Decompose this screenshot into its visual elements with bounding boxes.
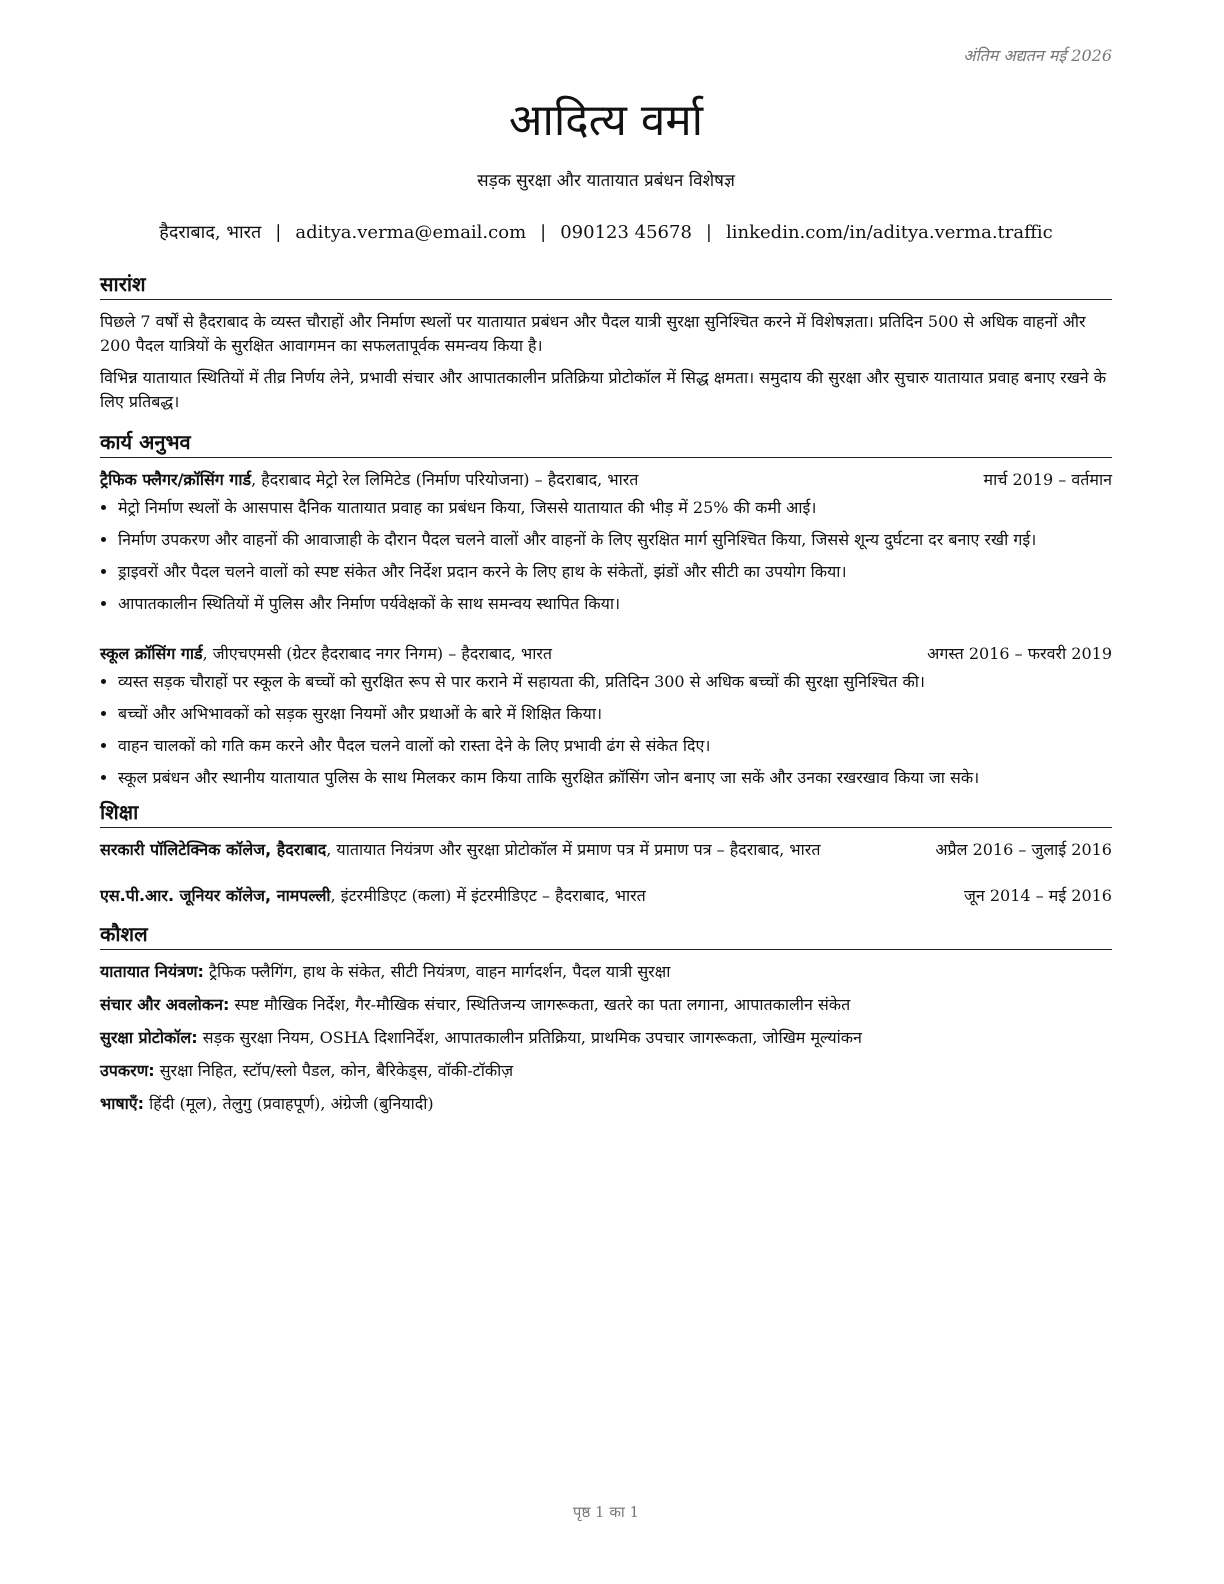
contact-linkedin[interactable]: linkedin.com/in/aditya.verma.traffic — [726, 222, 1053, 243]
job-dates: अगस्त 2016 – फरवरी 2019 — [927, 644, 1112, 663]
job-org: , हैदराबाद मेट्रो रेल लिमिटेड (निर्माण परियोजना) – हैदराबाद, भारत — [251, 470, 639, 489]
job-bullet: • व्यस्त सड़क चौराहों पर स्कूल के बच्चों को सुरक्षित रूप से पार कराने में सहायता की, प्रतिदिन 300 से अधिक बच्चों की सुरक्षा सुनिश्चित की। — [118, 670, 1112, 694]
education-entry — [100, 884, 1112, 908]
experience-section — [100, 428, 1112, 790]
job-bullet: • मेट्रो निर्माण स्थलों के आसपास दैनिक यातायात प्रवाह का प्रबंधन किया, जिससे यातायात की भीड़ में 25% की कमी आई। — [118, 496, 1112, 520]
section-title-education: शिक्षा — [100, 798, 1112, 828]
job-role: स्कूल क्रॉसिंग गार्ड — [100, 644, 203, 663]
job-bullet: • बच्चों और अभिभावकों को सड़क सुरक्षा नियमों और प्रथाओं के बारे में शिक्षित किया। — [118, 702, 1112, 726]
candidate-subtitle: सड़क सुरक्षा और यातायात प्रबंधन विशेषज्ञ — [477, 171, 735, 191]
education-school: एस.पी.आर. जूनियर कॉलेज, नामपल्ली — [100, 886, 331, 905]
skill-label: उपकरण: — [100, 1061, 155, 1080]
job-bullet: • वाहन चालकों को गति कम करने और पैदल चलने वालों को रास्ता देने के लिए प्रभावी ढंग से संकेत दिए। — [118, 734, 1112, 758]
skill-value: हिंदी (मूल), तेलुगु (प्रवाहपूर्ण), अंग्रेजी (बुनियादी) — [144, 1094, 434, 1113]
skill-line — [100, 1092, 1112, 1116]
skill-label: संचार और अवलोकन: — [100, 995, 230, 1014]
skill-value: सड़क सुरक्षा नियम, OSHA दिशानिर्देश, आपातकालीन प्रतिक्रिया, प्राथमिक उपचार जागरूकता, जोखिम मूल्यांकन — [197, 1028, 862, 1047]
section-title-summary: सारांश — [100, 270, 1112, 300]
section-title-skills: कौशल — [100, 920, 1112, 950]
skill-label: यातायात नियंत्रण: — [100, 962, 204, 981]
skill-value: सुरक्षा निहित, स्टॉप/स्लो पैडल, कोन, बैरिकेड्स, वॉकी-टॉकीज़ — [154, 1061, 514, 1080]
skill-label: सुरक्षा प्रोटोकॉल: — [100, 1028, 198, 1047]
last-updated: अंतिम अद्यतन मई 2026 — [963, 46, 1112, 65]
skill-value: स्पष्ट मौखिक निर्देश, गैर-मौखिक संचार, स्थितिजन्य जागरूकता, खतरे का पता लगाना, आपातकालीन संकेत — [229, 995, 851, 1014]
job-entry — [100, 642, 1112, 790]
education-section — [100, 798, 1112, 908]
skill-line — [100, 1026, 1112, 1050]
job-bullets — [100, 670, 1112, 790]
education-detail: , इंटरमीडिएट (कला) में इंटरमीडिएट – हैदराबाद, भारत — [330, 886, 646, 905]
candidate-name: आदित्य वर्मा — [508, 95, 704, 146]
job-bullet: • ड्राइवरों और पैदल चलने वालों को स्पष्ट संकेत और निर्देश प्रदान करने के लिए हाथ के संकेतों, झंडों और सीटी का उपयोग किया। — [118, 560, 1112, 584]
skill-line — [100, 1059, 1112, 1083]
contact-phone: 090123 45678 — [560, 222, 692, 243]
resume-page — [100, 0, 1112, 1584]
contact-separator: | — [275, 222, 282, 243]
contact-separator: | — [705, 222, 712, 243]
skill-line — [100, 960, 1112, 984]
job-entry — [100, 468, 1112, 616]
summary-section — [100, 270, 1112, 414]
job-dates: मार्च 2019 – वर्तमान — [983, 470, 1112, 489]
job-org: , जीएचएमसी (ग्रेटर हैदराबाद नगर निगम) – हैदराबाद, भारत — [202, 644, 553, 663]
job-bullet: • स्कूल प्रबंधन और स्थानीय यातायात पुलिस के साथ मिलकर काम किया ताकि सुरक्षित क्रॉसिंग जोन बनाए जा सकें और उनका रखरखाव किया जा सके। — [118, 766, 1112, 790]
contact-location: हैदराबाद, भारत — [159, 222, 262, 243]
education-dates: जून 2014 – मई 2016 — [964, 886, 1112, 905]
summary-paragraph: पिछले 7 वर्षों से हैदराबाद के व्यस्त चौराहों और निर्माण स्थलों पर यातायात प्रबंधन और पैदल यात्री सुरक्षा सुनिश्चित करने में विशेषज्ञता। प्रतिदिन 500 से अधिक वाहनों और 200 पैदल यात्रियों के सुरक्षित आवागमन का सफलतापूर्वक समन्वय किया है। — [100, 312, 1086, 355]
skills-section — [100, 920, 1112, 1116]
resume-content — [100, 270, 1112, 1125]
contact-email[interactable]: aditya.verma@email.com — [295, 222, 527, 243]
job-bullets — [100, 496, 1112, 616]
job-header — [100, 642, 1112, 666]
job-role: ट्रैफिक फ्लैगर/क्रॉसिंग गार्ड — [100, 470, 252, 489]
skill-line — [100, 993, 1112, 1017]
summary-paragraph: विभिन्न यातायात स्थितियों में तीव्र निर्णय लेने, प्रभावी संचार और आपातकालीन प्रतिक्रिया प्रोटोकॉल में सिद्ध क्षमता। समुदाय की सुरक्षा और सुचारु यातायात प्रवाह बनाए रखने के लिए प्रतिबद्ध। — [100, 368, 1107, 411]
contact-separator: | — [540, 222, 547, 243]
job-bullet: • निर्माण उपकरण और वाहनों की आवाजाही के दौरान पैदल चलने वालों और वाहनों के लिए सुरक्षित मार्ग सुनिश्चित किया, जिससे शून्य दुर्घटना दर बनाए रखी गई। — [118, 528, 1112, 552]
page-number: पृष्ठ 1 का 1 — [572, 1503, 640, 1521]
education-detail: , यातायात नियंत्रण और सुरक्षा प्रोटोकॉल में प्रमाण पत्र में प्रमाण पत्र – हैदराबाद, भारत — [326, 840, 821, 859]
job-bullet: • आपातकालीन स्थितियों में पुलिस और निर्माण पर्यवेक्षकों के साथ समन्वय स्थापित किया। — [118, 592, 1112, 616]
contact-line — [100, 220, 1112, 244]
education-dates: अप्रैल 2016 – जुलाई 2016 — [935, 840, 1112, 859]
section-title-experience: कार्य अनुभव — [100, 428, 1112, 458]
job-header — [100, 468, 1112, 492]
skill-label: भाषाएँ: — [100, 1094, 145, 1113]
education-entry — [100, 838, 1112, 862]
education-school: सरकारी पॉलिटेक्निक कॉलेज, हैदराबाद — [100, 840, 327, 859]
skill-value: ट्रैफिक फ्लैगिंग, हाथ के संकेत, सीटी नियंत्रण, वाहन मार्गदर्शन, पैदल यात्री सुरक्षा — [203, 962, 671, 981]
